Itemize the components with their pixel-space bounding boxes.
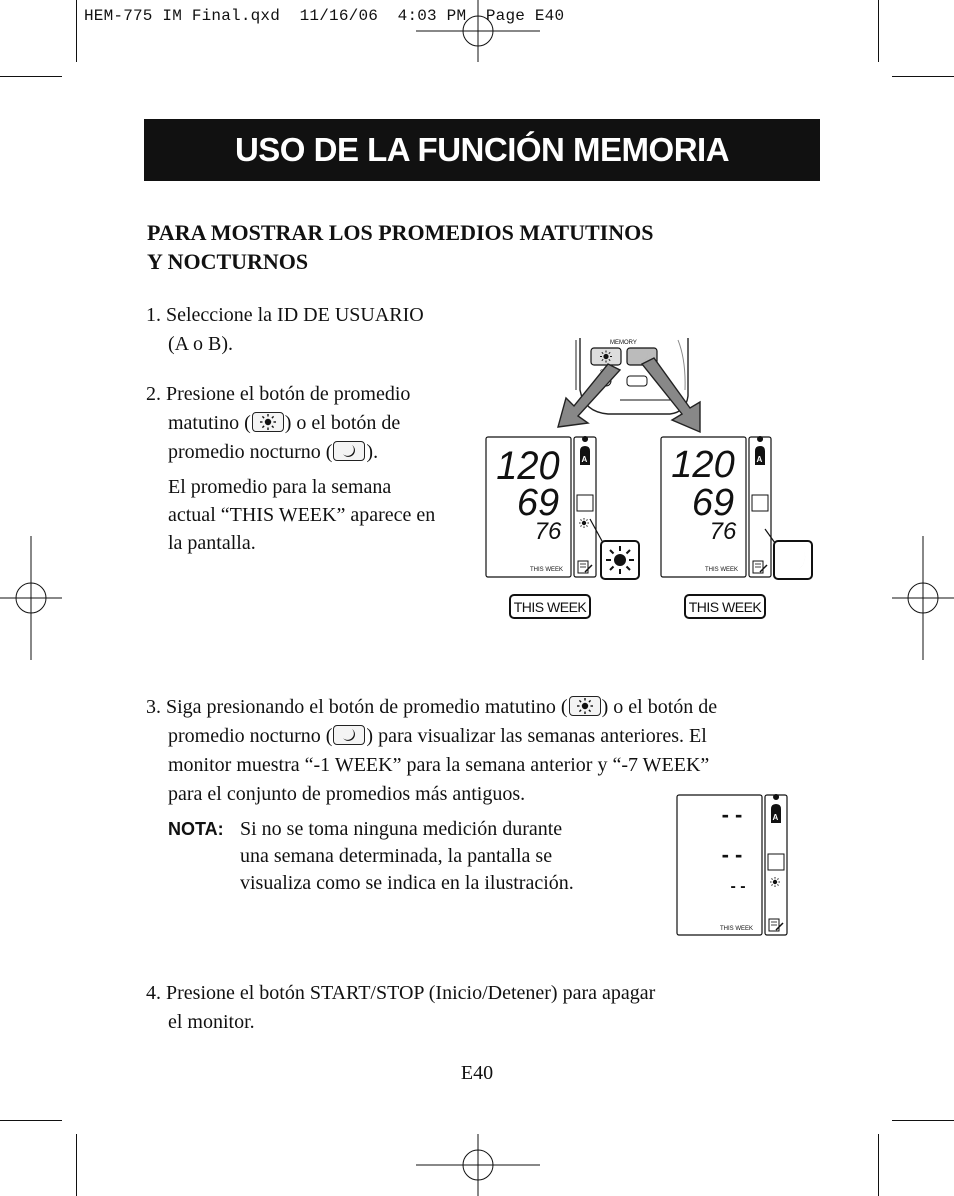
this-week-callout-left: THIS WEEK xyxy=(513,599,587,615)
this-week-small: THIS WEEK xyxy=(705,567,739,573)
monitor-top-panel xyxy=(576,338,688,414)
crop-mark-icon xyxy=(878,0,879,62)
crop-mark-icon xyxy=(0,1120,62,1121)
lcd-display-morning xyxy=(486,436,639,579)
note-line-1: Si no se toma ninguna medición durante xyxy=(240,818,563,840)
user-id-label: A xyxy=(772,813,779,822)
this-week-callout-right: THIS WEEK xyxy=(688,599,762,615)
dashes-pulse: - - xyxy=(730,878,746,895)
step-4-line-2: el monitor. xyxy=(168,1011,255,1033)
crop-mark-icon xyxy=(878,1134,879,1196)
registration-mark-icon xyxy=(416,1134,540,1196)
sun-icon xyxy=(574,697,596,715)
registration-mark-icon xyxy=(892,536,954,660)
step-3-line-2 xyxy=(146,722,826,751)
morning-average-button-inline xyxy=(252,412,284,432)
arrow-to-left-display xyxy=(558,364,620,427)
pulse-value: 76 xyxy=(534,518,562,545)
section-heading-line-1: PARA MOSTRAR LOS PROMEDIOS MATUTINOS xyxy=(147,220,654,245)
sun-icon xyxy=(606,546,634,574)
step-3-line-3: monitor muestra “-1 WEEK” para la semana anterior y “-7 WEEK” xyxy=(168,754,710,776)
step-3-line-2-pre: promedio nocturno ( xyxy=(168,725,333,747)
registration-mark-icon xyxy=(0,536,62,660)
step-2-note-line-2: actual “THIS WEEK” aparece en xyxy=(168,504,436,526)
lcd-display-evening xyxy=(661,436,812,579)
memory-label: MEMORY xyxy=(610,340,637,346)
section-heading-line-2: Y NOCTURNOS xyxy=(147,249,309,274)
sun-icon xyxy=(770,877,780,887)
step-2-note-line-1: El promedio para la semana xyxy=(168,476,392,498)
step-2 xyxy=(146,380,435,557)
step-1-line-2: (A o B). xyxy=(168,333,233,355)
sun-icon xyxy=(257,413,279,431)
step-3-line-1-pre: 3. Siga presionando el botón de promedio matutino ( xyxy=(146,696,568,718)
systolic-value: 120 xyxy=(496,444,560,489)
step-1 xyxy=(146,301,424,359)
evening-average-button-inline xyxy=(333,725,365,745)
step-2-line-1: 2. Presione el botón de promedio xyxy=(146,383,411,405)
user-id-label: A xyxy=(756,455,763,464)
crop-mark-icon xyxy=(76,1134,77,1196)
step-2-line-3 xyxy=(146,438,435,467)
pulse-value: 76 xyxy=(709,518,737,545)
sun-icon xyxy=(579,518,589,528)
dashes-systolic: - - xyxy=(721,802,743,827)
morning-average-button-inline xyxy=(569,696,601,716)
step-2-line-3-pre: promedio nocturno ( xyxy=(168,441,333,463)
arrow-to-right-display xyxy=(642,358,700,432)
page-title: USO DE LA FUNCIÓN MEMORIA xyxy=(144,119,820,181)
step-2-note xyxy=(146,473,435,557)
dashes-diastolic: - - xyxy=(721,842,743,867)
moon-icon xyxy=(338,442,360,460)
this-week-small: THIS WEEK xyxy=(530,567,564,573)
note-line-3: visualiza como se indica en la ilustración. xyxy=(240,872,574,894)
note-line-2: una semana determinada, la pantalla se xyxy=(240,845,553,867)
slug-line: HEM-775 IM Final.qxd 11/16/06 4:03 PM Page E40 xyxy=(84,7,565,25)
crop-mark-icon xyxy=(76,0,77,62)
note-block xyxy=(168,816,574,897)
crop-mark-icon xyxy=(892,76,954,77)
crop-mark-icon xyxy=(0,76,62,77)
step-3-line-2-post: ) para visualizar las semanas anteriores. El xyxy=(366,725,707,747)
user-id-label: A xyxy=(581,455,588,464)
diastolic-value: 69 xyxy=(516,482,560,524)
step-2-line-3-post: ). xyxy=(366,441,379,463)
this-week-small: THIS WEEK xyxy=(720,926,754,932)
note-label: NOTA: xyxy=(168,819,224,839)
step-4 xyxy=(146,979,655,1037)
note-text xyxy=(168,816,574,897)
moon-icon xyxy=(338,726,360,744)
systolic-value: 120 xyxy=(671,444,735,486)
step-3-line-1-post: ) o el botón de xyxy=(601,696,718,718)
step-4-line-1: 4. Presione el botón START/STOP (Inicio/Detener) para apagar xyxy=(146,982,656,1004)
monitor-illustration xyxy=(480,330,820,630)
step-3 xyxy=(146,693,826,809)
step-2-line-2-pre: matutino ( xyxy=(168,412,251,434)
lcd-display-no-data xyxy=(676,794,790,938)
evening-average-button-inline xyxy=(333,441,365,461)
page-number: E40 xyxy=(460,1062,494,1084)
section-heading xyxy=(147,218,767,276)
step-2-line-2-post: ) o el botón de xyxy=(284,412,401,434)
step-2-note-line-3: la pantalla. xyxy=(168,532,256,554)
step-2-line-2 xyxy=(146,409,435,438)
step-3-line-4: para el conjunto de promedios más antiguos. xyxy=(168,783,526,805)
step-1-line-1: 1. Seleccione la ID DE USUARIO xyxy=(146,304,424,326)
diastolic-value: 69 xyxy=(691,482,735,524)
crop-mark-icon xyxy=(892,1120,954,1121)
step-3-line-1 xyxy=(146,693,826,722)
